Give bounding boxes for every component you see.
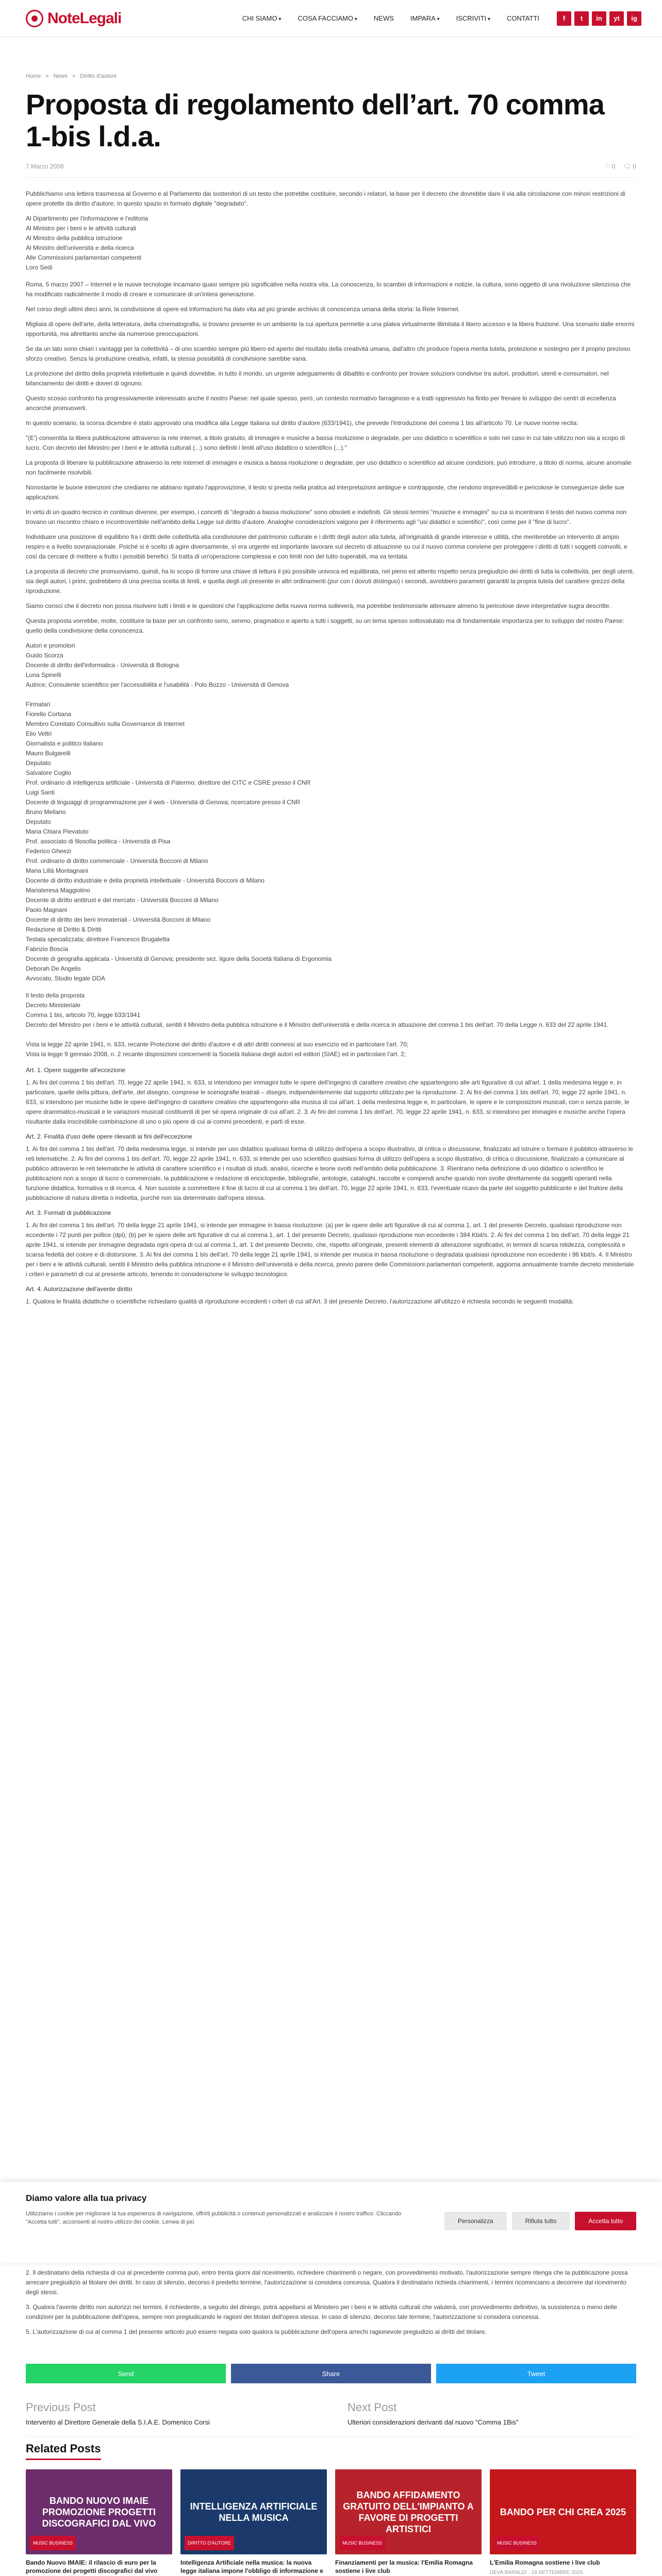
decree-line: Comma 1 bis, articolo 70, legge 633/1941 — [26, 1011, 141, 1019]
cookie-accept-button[interactable]: Accetta tutto — [575, 2212, 636, 2230]
decree-article-heading: Art. 1. Opere suggerite all'eccezione — [26, 1066, 126, 1074]
article-paragraph: 5. L'autorizzazione di cui al comma 1 del presente articolo può essere negata solo qualora la pubblicazione dell'opera arrechi ragionevole pregiudizio ai diritti del titolare. — [26, 2328, 487, 2335]
linkedin-icon[interactable]: in — [592, 11, 606, 26]
related-heading: Related Posts — [26, 2442, 101, 2460]
author-line: Deborah De Angelis — [26, 965, 81, 972]
main-nav — [234, 14, 548, 22]
category-badge[interactable]: MUSIC BUSINESS — [494, 2536, 540, 2550]
authors-block — [26, 641, 636, 984]
article-paragraph: Siamo consci che il decreto non possa risolvere tutti i limiti e le questioni che l'applicazione della nuova norma solleverà, ma potrebbe testimoniarle attenuare almeno la pericolose deve interpretative sugra descritte. — [26, 602, 611, 609]
breadcrumb-home[interactable]: Home — [26, 73, 41, 79]
decree-line: Decreto del Ministro per i beni e le attività culturali, sentiti il Ministro della pubblica istruzione e il Ministro dell'università e della ricerca in attuazione del comma 1 bis dell'art. 70 della Legge n. 633 del 22 aprile 1941. — [26, 1021, 609, 1028]
thumbnail-caption: BANDO PER CHI CREA 2025 — [500, 2506, 626, 2517]
author-line: Prof. associato di filosofia politica - Università di Pisa — [26, 838, 171, 845]
article-body-continued — [26, 2268, 636, 2342]
article-paragraph: Individuare una posizione di equilibrio fra i diritti delle collettività alla condivisione del patrimonio culturale e i diritti degli autori alla tutela, all'originalità di grande interesse e utilità, che meriterebbe un intervento di ampio respiro e a livello sovranazionale. Poiché si è scelto di agire diversamente, sì era urgente ed importante lavorare sul decreto di attuazione su cui il nuovo comma conviene per proteggere i diritti di tutti i soggetti coinvolti, e così da cercare di mettere a frutto i possibili benefici. Si tratta di un'operazione complessa e con limiti non del tutto superabili, ma va tentata. — [26, 533, 627, 560]
nav-news[interactable]: NEWS — [373, 14, 394, 22]
related-grid — [26, 2469, 636, 2576]
author-line: Mariateresa Maggiolino — [26, 887, 90, 894]
article-paragraph: 2. Il destinatario della richiesta di cui al precedente comma può, entro trenta giorni dal ricevimento, richiedere chiarimenti o negare, con provvedimento motivato, l'autorizzazione sempre ritenga che la pubblicazione possa arrecare pregiudizio al titolare dei diritti. In caso di silenzio, decorso il predetto termine, l'autorizzazione si considera concessa. Qualora il destinatario richieda chiarimenti, i termini ricominciano a decorrere dal ricevimento degli stessi. — [26, 2269, 628, 2296]
article-paragraph: Migliaia di opere dell'arte, della letteratura, della cinematografia, si trovano presente in un ambiente la cui apertura permette a una platea virtualmente illimitata il libero accesso e la libera fruizione. Una scenario dalle enormi opportunità, ma altrettanto anche da numerose preoccupazioni. — [26, 320, 635, 337]
share-bar — [26, 2364, 636, 2383]
authors-list — [26, 651, 636, 984]
article-paragraph: Roma, 5 marzo 2007 – Internet e le nuove tecnologie incarnano quasi sempre più significative nella nostra vita. La conoscenza, lo scambio di informazioni e notizie, la cultura, sono oggetto di una rivoluzione silenziosa che ha modificato radicalmente il modo di creare e comunicare di un'intera generazione. — [26, 281, 631, 298]
author-line: Fiorello Cortiana — [26, 710, 72, 718]
article-paragraph: Nonostante le buone intenzioni che crediamo ne abbiano ispirato l'approvazione, il testo si presta nella pratica ad interpretazioni ambigue e contrapposte, che rendono imprevedibili e pericolose le conseguenze delle sue applicazioni. — [26, 484, 625, 501]
nav-iscriviti[interactable]: ISCRIVITI ▾ — [448, 14, 499, 22]
previous-post-label: Previous Post — [26, 2401, 96, 2414]
author-line: Docente di diritto dei beni immateriali - Università Bocconi di Milano — [26, 916, 211, 923]
recipient-line: Al Ministro per i beni e le attività culturali — [26, 225, 137, 232]
author-line: Luigi Santi — [26, 789, 55, 796]
breadcrumb-separator: » — [72, 73, 76, 79]
article-body — [26, 189, 636, 1307]
article-intro: Pubblichiamo una lettera trasmessa al Governo e al Parlamento dai sostenitori di un testo che potrebbe costituire, secondo i relatori, la base per il decreto che dovrebbe dare il via alla circolazione con minori restrizioni di opere protette da diritto d'autore, in questo spazio in formato digitale "degradato". — [26, 190, 625, 207]
decree-line — [26, 1030, 636, 1040]
top-navbar — [0, 0, 662, 37]
author-line: Mauro Bulgarelli — [26, 750, 71, 757]
decree-line: Vista la legge 9 gennaio 2008, n. 2 recante disposizioni concernenti la Società italiana degli autori ed editori (SIAE) ed in particolare l'art. 2; — [26, 1050, 406, 1058]
author-line: Salvatore Coglio — [26, 769, 72, 776]
article-paragraph: In questo scenario, la scorsa dicembre è stato approvato una modifica alla Legge italiana sul diritto d'autore (633/1941), che prevede l'introduzione del comma 1 bis all'articolo 70. Le nuove norme recita: — [26, 419, 578, 427]
author-line: Luna Spinelli — [26, 671, 61, 679]
decree-article-heading: Art. 2. Finalità d'uso delle opere rilevanti ai fini dell'eccezione — [26, 1133, 192, 1140]
related-post-title[interactable]: Finanziamenti per la musica: l'Emilia Romagna sostiene i live club — [335, 2559, 473, 2574]
next-post-label: Next Post — [347, 2401, 397, 2414]
article-paragraph: La proposta di decreto che promuoviamo, quindi, ha lo scopo di fornire una chiave di lettura il più possibile univoca ed equilibrata, nel pieno ed attento rispetto senza pregiudizio dei diritti di tutta la collettività, per degli utenti, sia degli autori, i primi, godrebbero di una precisa scelta di limiti, e quella degli uti presente in altri ordinamenti (pur con i dovuti distinguo) i secondi, avrebbero parametri garantiti la propria tutela del carattere grezzo della riproduzione. — [26, 568, 635, 595]
decree-line: Decreto Ministeriale — [26, 1002, 81, 1009]
category-badge[interactable]: MUSIC BUSINESS — [339, 2536, 385, 2550]
author-line: Membro Comitato Consultivo sulla Governance di Internet — [26, 720, 185, 727]
site-logo[interactable] — [26, 10, 121, 27]
decree-heading: Il testo della proposta — [26, 992, 85, 999]
author-line: Docente di linguaggi di programmazione per il web - Università di Genova; ricercatore presso il CNR — [26, 799, 301, 806]
recipient-line: Al Ministro dell'università e della ricerca — [26, 244, 134, 251]
nav-chi-siamo[interactable]: CHI SIAMO ▾ — [234, 14, 290, 22]
breadcrumb-separator: » — [45, 73, 49, 79]
youtube-icon[interactable]: yt — [609, 11, 624, 26]
article-paragraphs — [26, 280, 636, 636]
author-line — [26, 690, 636, 700]
share-facebook-button[interactable]: Share — [231, 2364, 431, 2383]
author-line: Maria Chiara Pievatolo — [26, 828, 89, 835]
logo-mark-icon — [26, 10, 43, 27]
author-line: Docente di diritto antitrust e del mercato - Università Bocconi di Milano — [26, 896, 219, 904]
instagram-icon[interactable]: ig — [627, 11, 641, 26]
cookie-title: Diamo valore alla tua privacy — [26, 2193, 147, 2203]
related-post-card[interactable] — [26, 2469, 172, 2576]
article-meta — [26, 163, 636, 178]
decree-list — [26, 1001, 636, 1059]
breadcrumb-current: Diritto d'autore — [80, 73, 117, 79]
related-post-title[interactable]: Bando Nuovo IMAIE: il rilascio di euro per la promozione dei progetti discografici dal vivo — [26, 2559, 158, 2574]
author-line: Testata specializzata; direttore Francesco Brugaletta — [26, 936, 170, 943]
article-paragraph: Nel corso degli ultimi dieci anni, la condivisione di opere ed informazioni ha dato vita ad più grande archivio di conoscenza umana della storia: la Rete Internet. — [26, 306, 460, 313]
category-badge[interactable]: MUSIC BUSINESS — [30, 2536, 76, 2550]
related-post-meta: DEVA BARALDI · 18 SETTEMBRE 2025 — [490, 2570, 583, 2575]
author-line: Prof. ordinario di diritto commerciale - Università Bocconi di Milano — [26, 857, 208, 865]
author-line: Docente di geografia applicata - Università di Genova; presidente sez. ligure della Società Italiana di Ergonomia — [26, 955, 332, 962]
authors-heading: Autori e promotori — [26, 642, 75, 649]
recipient-line: Al Dipartimento per l'informazione e l'editoria — [26, 215, 148, 222]
decree-article-heading: Art. 4. Autorizzazione dell'avente diritto — [26, 1285, 133, 1293]
social-links — [557, 11, 641, 26]
author-line: Autrice; Consulente scientifico per l'accessibilità e l'usabilità - Polo Bozzo - Università di Genova — [26, 681, 289, 688]
category-badge[interactable]: DIRITTO D'AUTORE — [185, 2536, 234, 2550]
decree-article-text: 1. Ai fini del comma 1 bis dell'art. 70, legge 22 aprile 1941, n. 633, si intendono per immagini tutte le opere dell'ingegno di carattere creativo che appartengono alle arti figurative di cui all'art. 1 della medesima legge e, in particolare, quelle della pittura, dell'arte, del disegno, comprese le scenografie teatrali – disegni, indipendentemente dal supporto utilizzato per la riproduzione. 2. Ai fini del comma 1 bis dell'art. 70, legge 22 aprile 1941, n. 633, si intendono per musiche tutte le opere dell'ingegno di carattere creativo che appartengono alla musica di cui all'art. 1 della medesima legge e, in particolare, le opere e le composizioni musicali, con o senza parole, le opere drammatico-musicali e le variazioni musicali costituenti di per sé opera originale di cui all'art. 2. 3. Ai fini del comma 1 bis dell'art. 70, legge 22 aprile 1941, n. 633, si intendono per immagini e musiche anche l'opera risultante dalla inscindibile combinazione di uno o più opere di cui ai commi precedenti, e parti di esse. — [26, 1079, 630, 1125]
cookie-customize-button[interactable]: Personalizza — [444, 2212, 507, 2230]
recipients-list — [26, 214, 636, 273]
article-paragraph: Questo scosso confronto ha progressivamente interessato anche il nostro Paese: nel quale spesso, però, un contesto normativo farraginoso e a tratti oppressivo ha finito per frenare lo sviluppo dei centri di eccellenza ancorché promuoverli. — [26, 395, 616, 412]
nav-cosa-facciamo[interactable]: COSA FACCIAMO ▾ — [289, 14, 365, 22]
previous-post-title[interactable]: Intervento al Direttore Generale della S.I.A.E. Domenico Corsi — [26, 2418, 210, 2426]
author-line: Docente di diritto dell'informatica - Università di Bologna — [26, 662, 179, 669]
next-post-title[interactable]: Ulteriori considerazioni derivanti dal nuovo "Comma 1Bis" — [347, 2418, 519, 2426]
nav-contatti[interactable]: CONTATTI — [506, 14, 539, 22]
related-post-title[interactable]: L'Emilia Romagna sostiene i live club — [490, 2559, 600, 2566]
related-posts — [26, 2442, 636, 2576]
author-line: Bruno Mellano — [26, 808, 66, 816]
article-paragraph: Questa proposta vorrebbe, molte, costituire la base per un confronto serio, sereno, pragmatico e aperto a tutti i soggetti, su un tema spesso sottovalutato ma di fondamentale importanza per lo sviluppo del nostro Paese: quello della condivisione della conoscenza. — [26, 617, 624, 634]
author-line: Redazione di Diritto & Diritti — [26, 926, 102, 933]
author-line: Prof. ordinario di intelligenza artificiale - Università di Palermo; direttore del CITC e CSRE presso il CNR — [26, 779, 311, 786]
decree-line: Vista la legge 22 aprile 1941, n. 633, recante Protezione del diritto d'autore e di altri diritti connessi al suo esercizio ed in particolare l'art. 70; — [26, 1041, 409, 1048]
article-counters — [599, 163, 636, 170]
comment-count[interactable]: 🗨 0 — [623, 163, 636, 170]
article-paragraph: Se da un lato sono chiari i vantaggi per la collettività – di uno scambio sempre più libero ed aperto del risultato della creatività umana, dall'altro chi produce l'opera merita tutela, protezione e sostegno per il proprio prezioso sforzo creativo. Senza la produzione creativa, infatti, la stessa possibilità di condivisione sarebbe vana. — [26, 345, 631, 362]
article-container — [26, 37, 636, 1307]
cookie-buttons — [444, 2212, 636, 2230]
author-line: Firmatari — [26, 701, 51, 708]
twitter-icon[interactable]: t — [574, 11, 589, 26]
decree-article-text: 1. Qualora le finalità didattiche o scientifiche richiedano qualità di riproduzione eccedenti i criteri di cui all'Art. 3 del presente Decreto, l'autorizzazione all'utilizzo è richiesta secondo le seguenti modalità: — [26, 1298, 574, 1305]
thumbnail-caption: BANDO NUOVO IMAIE PROMOZIONE PROGETTI DISCOGRAFICI DAL VIVO — [42, 2495, 156, 2529]
article-paragraph: La proposta di liberare la pubblicazione attraverso la rete internet di immagini e musica a bassa risoluzione o degradate, per uso didattico o scientifico ad alcune condizioni, può introdurre, a titolo di norma, alcune anomalie non facilmente risolvibili. — [26, 459, 632, 476]
recipient-line: Al Ministro della pubblica istruzione — [26, 234, 123, 242]
recipient-line: Alle Commissioni parlamentari competenti — [26, 254, 142, 261]
thumbnail-caption: INTELLIGENZA ARTIFICIALE NELLA MUSICA — [190, 2501, 318, 2523]
cookie-reject-button[interactable]: Rifiuta tutto — [512, 2212, 570, 2230]
article-paragraph: 3. Qualora l'avente diritto non autorizzi nei termini, il richiedente, a seguito del diniego, potrà appellarsi al Ministero per i beni e le attività culturali che valuterà, con provvedimento definitivo, la sussistenza o meno delle condizioni per la pubblicazione dell'opera, sempre non pregiudicando le ragioni dei titolari dell'opera stessa. In caso di silenzio, decorso tale termine, l'autorizzazione si considera concessa. — [26, 2303, 617, 2320]
author-line: Federico Gheezi — [26, 848, 72, 855]
related-post-thumbnail[interactable] — [335, 2469, 482, 2554]
nav-impara[interactable]: IMPARA ▾ — [402, 14, 448, 22]
next-post[interactable] — [347, 2401, 636, 2426]
thumbnail-caption: BANDO AFFIDAMENTO GRATUITO DELL'IMPIANTO A FAVORE DI PROGETTI ARTISTICI — [343, 2489, 474, 2534]
decree-article-heading: Art. 3. Formati di pubblicazione — [26, 1209, 111, 1216]
author-line: Docente di diritto industriale e della proprietà intellettuale - Università Bocconi di Milano — [26, 877, 264, 884]
recipient-line: Loro Sedi — [26, 264, 53, 271]
page-title: Proposta di regolamento dell’art. 70 comma 1-bis l.d.a. — [26, 88, 604, 152]
breadcrumb — [26, 73, 636, 79]
like-count[interactable]: ♡ 0 — [604, 163, 616, 170]
author-line: Fabrizio Boscia — [26, 945, 69, 953]
related-post-card[interactable] — [180, 2469, 327, 2576]
author-line: Guido Scorza — [26, 652, 63, 659]
article-paragraph: "(E') consentita la libera pubblicazione attraverso la rete internet, a titolo gratuito, di immagini e musiche a bassa risoluzione o degradate, per uso didattico o scientifico e solo nel caso in cui tale utilizzo non sia a scopo di lucro. Con decreto del Ministro per i beni e le attività culturali (...) sono definiti i limiti all'uso didattico o scientifico (...)." — [26, 434, 625, 451]
previous-post[interactable] — [26, 2401, 315, 2426]
facebook-icon[interactable]: f — [557, 11, 571, 26]
decree-block — [26, 991, 636, 1059]
author-line: Elio Veltri — [26, 730, 52, 737]
article-paragraph: In virtù di un quadro tecnico in continuo divenire, per esempio, i concetti di "degrado a bassa risoluzione" sono obsoleti e indefiniti. Gli stessi termini "musiche e immagini" su cui si incentrano il testo del nuovo comma non trovano un riscontro chiaro e incontrovertibile nell'ambito della Legge sul diritto d'autore. Analoghe considerazioni valgono per il riferimento agli "usi didattici e scientifici", così come per il "fine di lucro". — [26, 509, 626, 526]
author-line: Maria Lillà Montagnani — [26, 867, 88, 874]
logo-text: NoteLegali — [47, 9, 122, 27]
share-twitter-button[interactable]: Tweet — [436, 2364, 636, 2383]
decree-articles — [26, 1066, 636, 1307]
decree-article-text: 1. Ai fini del comma 1 bis dell'art. 70 della legge 21 aprile 1941, si intende per immagine in bassa risoluzione: (a) per le opere delle arti figurative di cui al comma 1, art. 1 del presente Decreto, qualsiasi riproduzione non eccedente i 72 punti per pollice (dpi); (b) per le opere delle arti figurative di cui al comma 1, art. 1 del presente Decreto, qualsiasi riproduzione non eccedente i 384 Kbit/s. 2. Ai fini del comma 1 bis dell'art. 70 della legge 21 aprile 1941, si intende per immagine degradata ogni opera di cui al comma 1, art. 1 del presente Decreto, che, rispetto all'originale, presenti elementi di alterazione significativi, in termini di scarsa nitidezza, complessità e scarsa fedeltà del colore e di distorsione. 3. Ai fini del comma 1 bis dell'art. 70 della legge 21 aprile 1941, si intende per musica in bassa risoluzione o degradata qualsiasi riproduzione non eccedente i 96 kbit/s. 4. Il Ministro per i beni e le attività culturali, sentiti il Ministro della pubblica istruzione e il Ministro dell'università e della ricerca, previo parere delle Commissioni parlamentari competenti, aggiorna annualmente tramite decreto ministeriale i criteri e parametri di cui al presente articolo, tenendo in considerazione le sviluppo tecnologico. — [26, 1222, 634, 1278]
related-post-card[interactable] — [490, 2469, 636, 2576]
related-post-title[interactable]: Intelligenza Artificiale nella musica: la nuova legge italiana impone l'obbligo di informazione e — [180, 2559, 323, 2574]
article-date: 7 Marzo 2008 — [26, 163, 64, 170]
share-whatsapp-button[interactable]: Send — [26, 2364, 226, 2383]
article-paragraph: La protezione del diritto della proprietà intellettuale e quindi dovrebbe, in tutto il mondo, un urgente adeguamento di dibattito e confronto per trovare soluzioni condivise tra autori, produttori, utenti e consumatori, nel bilanciamento dei diritti e doveri di ognuno. — [26, 370, 609, 387]
author-line: Deputato — [26, 818, 51, 825]
related-post-card[interactable] — [335, 2469, 482, 2576]
author-line: Deputato — [26, 759, 51, 767]
breadcrumb-news[interactable]: News — [53, 73, 68, 79]
author-line: Paolo Magnani — [26, 906, 68, 913]
decree-article-text: 1. Ai fini del comma 1 bis dell'art. 70 della medesima legge, si intende per uso didattico qualsiasi forma di utilizzo dell'opera a scopo illustrativo, di critica o discussione, finalizzato ad istruire o formare il pubblico attraverso le reti telematiche. 2. Ai fini del comma 1 bis dell'art. 70, legge 22 aprile 1941, n. 633, si intende per uso scientifico qualsiasi forma di utilizzo dell'opera a scopo illustrativo, di critica o discussione, finalizzato a comunicare al pubblico attraverso le reti telematiche le attività di carattere scientifico e i risultati di studi, analisi, ricerche e teorie svolti nell'ambito della pubblicazione. 3. Rientrano nella definizione di uso didattico o scientifico le pubblicazioni non a scopo di lucro o commerciale, la pubblicazione e redazione di enciclopedie, bibliografie, antologie, cataloghi, raccolte e compendi anche quando non svolte direttamente da soggetti operanti nella funzione didattica, formativa o di ricerca. 4. Non sussiste a commettere il fine di lucro di cui al comma 1 bis dell'art. 70, legge 22 aprile 1941, n. 633, l'eventuale ricavo da parte del soggetto pubblicante e del fruitore della pubblicazione di natura diretta o indiretta, purché non sia determinato dall'opera stessa. — [26, 1145, 633, 1201]
related-post-thumbnail[interactable] — [490, 2469, 636, 2554]
cookie-text: Utilizziamo i cookie per migliorare la tua esperienza di navigazione, offrirti pubblicità o contenuti personalizzati e analizzare il nostro traffico. Cliccando "Accetta tutti", acconsenti al nostro utilizzo dei cookie. Lenwa di più — [26, 2211, 402, 2225]
author-line: Giornalista e politico italiano — [26, 740, 103, 747]
cookie-banner — [0, 2182, 662, 2263]
post-navigation — [26, 2401, 636, 2437]
author-line: Avvocato, Studio legale DDA — [26, 975, 105, 982]
related-post-thumbnail[interactable] — [26, 2469, 172, 2554]
related-post-thumbnail[interactable] — [180, 2469, 327, 2554]
